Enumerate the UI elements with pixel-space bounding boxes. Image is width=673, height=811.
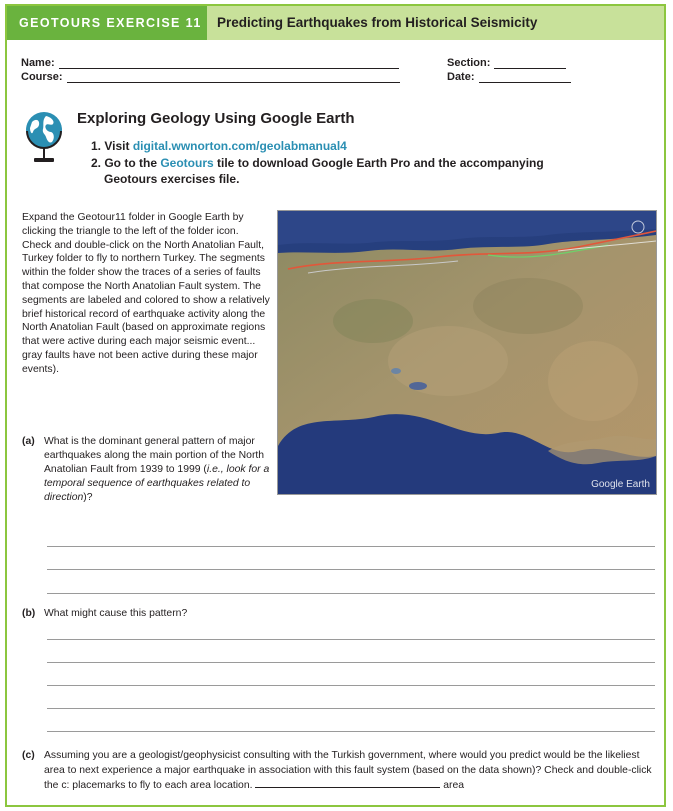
question-b <box>22 607 422 621</box>
globe-icon <box>24 110 64 166</box>
step-1 <box>91 138 347 154</box>
exercise-page <box>5 4 666 807</box>
google-earth-credit: Google Earth <box>591 479 650 490</box>
section-heading: Exploring Geology Using Google Earth <box>77 110 355 127</box>
step-1-text: 1. Visit <box>91 139 133 153</box>
course-label: Course: <box>21 71 63 83</box>
answer-line-b5[interactable] <box>47 731 655 732</box>
date-line <box>479 72 571 83</box>
question-c-text: Assuming you are a geologist/geophysicist consulting with the Turkish government, where would you predict would be the likeliest area to next experience a major earthquake in association with this fault system (based on the data shown)? Check and double-click the c: placemarks to fly to each area location. <box>44 750 652 791</box>
name-field[interactable] <box>21 57 399 69</box>
answer-blank-c[interactable] <box>255 778 440 788</box>
question-b-label: (b) <box>22 608 36 619</box>
question-c-suffix: area <box>443 780 465 791</box>
turkey-satellite-image <box>278 211 656 494</box>
geotours-link[interactable]: Geotours <box>160 156 214 170</box>
exercise-header <box>7 6 664 40</box>
course-field[interactable] <box>21 71 400 83</box>
name-label: Name: <box>21 57 55 69</box>
section-line <box>494 58 566 69</box>
answer-line-a2[interactable] <box>47 569 655 570</box>
answer-line-a3[interactable] <box>47 593 655 594</box>
step-2-line2: Geotours exercises file. <box>104 172 240 186</box>
section-label: Section: <box>447 57 491 69</box>
question-c <box>22 748 657 793</box>
question-b-text: What might cause this pattern? <box>44 608 188 619</box>
exercise-title: Predicting Earthquakes from Historical Seismicity <box>217 15 538 30</box>
exercise-tag: GEOTOURS EXERCISE 11 <box>7 6 207 40</box>
manual-link[interactable]: digital.wwnorton.com/geolabmanual4 <box>132 139 347 153</box>
question-a-label: (a) <box>22 436 35 447</box>
question-a <box>22 435 272 505</box>
answer-line-b1[interactable] <box>47 639 655 640</box>
answer-line-a1[interactable] <box>47 546 655 547</box>
answer-line-b3[interactable] <box>47 685 655 686</box>
google-earth-map[interactable] <box>277 210 657 495</box>
step-2 <box>91 155 544 171</box>
question-a-end: )? <box>83 492 93 503</box>
section-field[interactable] <box>447 57 566 69</box>
course-line <box>67 72 400 83</box>
date-field[interactable] <box>447 71 571 83</box>
name-line <box>59 58 399 69</box>
intro-text: Expand the Geotour11 folder in Google Earth by clicking the triangle to the left of the folder icon. Check and double-click on the North Anatolian Fault, Turkey folder to fly to northern Turkey. The segments within the folder show the traces of a series of faults that compose the North Anatolian Fault system. The segments are labeled and colored to show a relatively brief historical record of earthquake activity along the North Anatolian Fault (based on approximate regions that were active during each major seismic event... gray faults have not been active during these major events). <box>22 212 270 375</box>
answer-line-b4[interactable] <box>47 708 655 709</box>
answer-line-b2[interactable] <box>47 662 655 663</box>
question-a-text: What is the dominant general pattern of major earthquakes along the main portion of the North Anatolian Fault from 1939 to 1999 ( <box>44 436 265 475</box>
step-2-suffix: tile to download Google Earth Pro and the accompanying <box>213 156 544 170</box>
step-2-text: 2. Go to the <box>91 156 161 170</box>
question-a-hint: i.e., look for a temporal sequence of earthquakes related to direction <box>44 464 270 503</box>
date-label: Date: <box>447 71 475 83</box>
question-c-label: (c) <box>22 750 35 761</box>
